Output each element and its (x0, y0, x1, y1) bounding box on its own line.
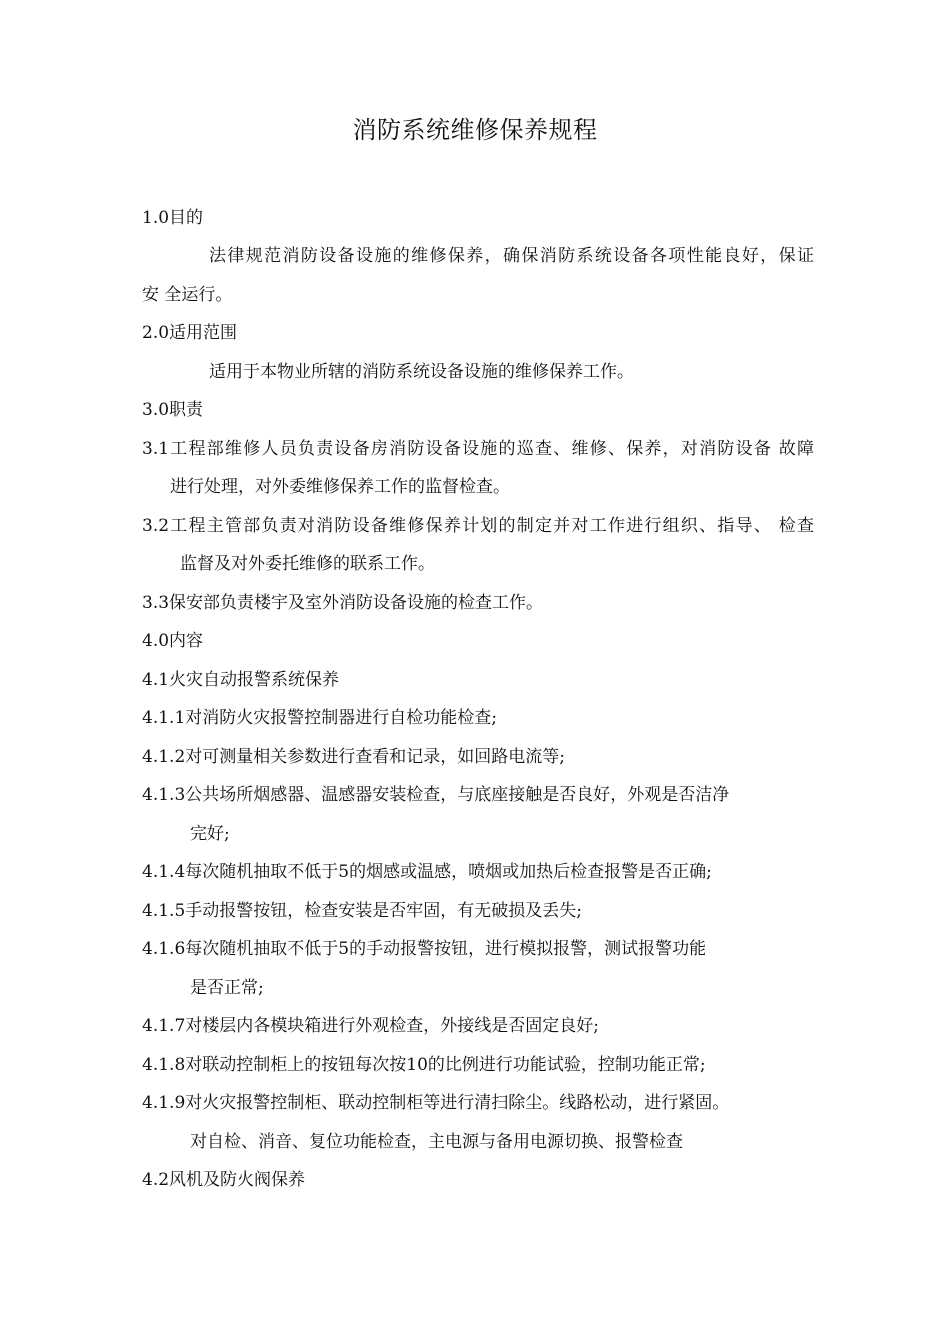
section-2-body: 适用于本物业所辖的消防系统设备设施的维修保养工作。 (209, 362, 634, 382)
item-4-1-2: 4.1.2对可测量相关参数进行查看和记录，如回路电流等; (142, 747, 565, 767)
item-4-1-8: 4.1.8对联动控制柜上的按钮每次按10的比例进行功能试验，控制功能正常; (142, 1055, 706, 1075)
section-3-2-line-2: 监督及对外委托维修的联系工作。 (180, 554, 435, 574)
section-1-body-line-1: 法律规范消防设备设施的维修保养，确保消防系统设备各项性能良好，保证 (209, 246, 814, 266)
item-4-1-9-line-1: 4.1.9对火灾报警控制柜、联动控制柜等进行清扫除尘。线路松动，进行紧固。 (142, 1093, 730, 1113)
section-3-2-line-1: 3.2工程主管部负责对消防设备维修保养计划的制定并对工作进行组织、指导、 检查 (142, 516, 814, 536)
section-4-2-heading: 4.2风机及防火阀保养 (142, 1170, 306, 1190)
section-4-heading: 4.0内容 (142, 631, 204, 651)
item-4-1-3-line-1: 4.1.3公共场所烟感器、温感器安装检查，与底座接触是否良好，外观是否洁净 (142, 785, 730, 805)
section-4-1-heading: 4.1火灾自动报警系统保养 (142, 670, 340, 690)
document-title: 消防系统维修保养规程 (352, 116, 598, 144)
item-4-1-1: 4.1.1对消防火灾报警控制器进行自检功能检查; (142, 708, 497, 728)
item-4-1-7: 4.1.7对楼层内各模块箱进行外观检查，外接线是否固定良好; (142, 1016, 599, 1036)
section-1-body-line-2: 安 全运行。 (142, 285, 233, 305)
section-3-1-line-1: 3.1工程部维修人员负责设备房消防设备设施的巡查、维修、保养，对消防设备 故障 (142, 439, 814, 459)
section-3-heading: 3.0职责 (142, 400, 204, 420)
item-4-1-6-line-1: 4.1.6每次随机抽取不低于5的手动报警按钮，进行模拟报警，测试报警功能 (142, 939, 707, 959)
item-4-1-4: 4.1.4每次随机抽取不低于5的烟感或温感，喷烟或加热后检查报警是否正确; (142, 862, 712, 882)
section-1-heading: 1.0目的 (142, 208, 204, 228)
item-4-1-5: 4.1.5手动报警按钮，检查安装是否牢固，有无破损及丢失; (142, 901, 582, 921)
section-2-heading: 2.0适用范围 (142, 323, 238, 343)
section-3-3: 3.3保安部负责楼宇及室外消防设备设施的检查工作。 (142, 593, 544, 613)
item-4-1-3-line-2: 完好; (190, 824, 230, 844)
item-4-1-6-line-2: 是否正常; (190, 978, 264, 998)
item-4-1-9-line-2: 对自检、消音、复位功能检查，主电源与备用电源切换、报警检查 (190, 1132, 683, 1152)
section-3-1-line-2: 进行处理，对外委维修保养工作的监督检查。 (170, 477, 510, 497)
